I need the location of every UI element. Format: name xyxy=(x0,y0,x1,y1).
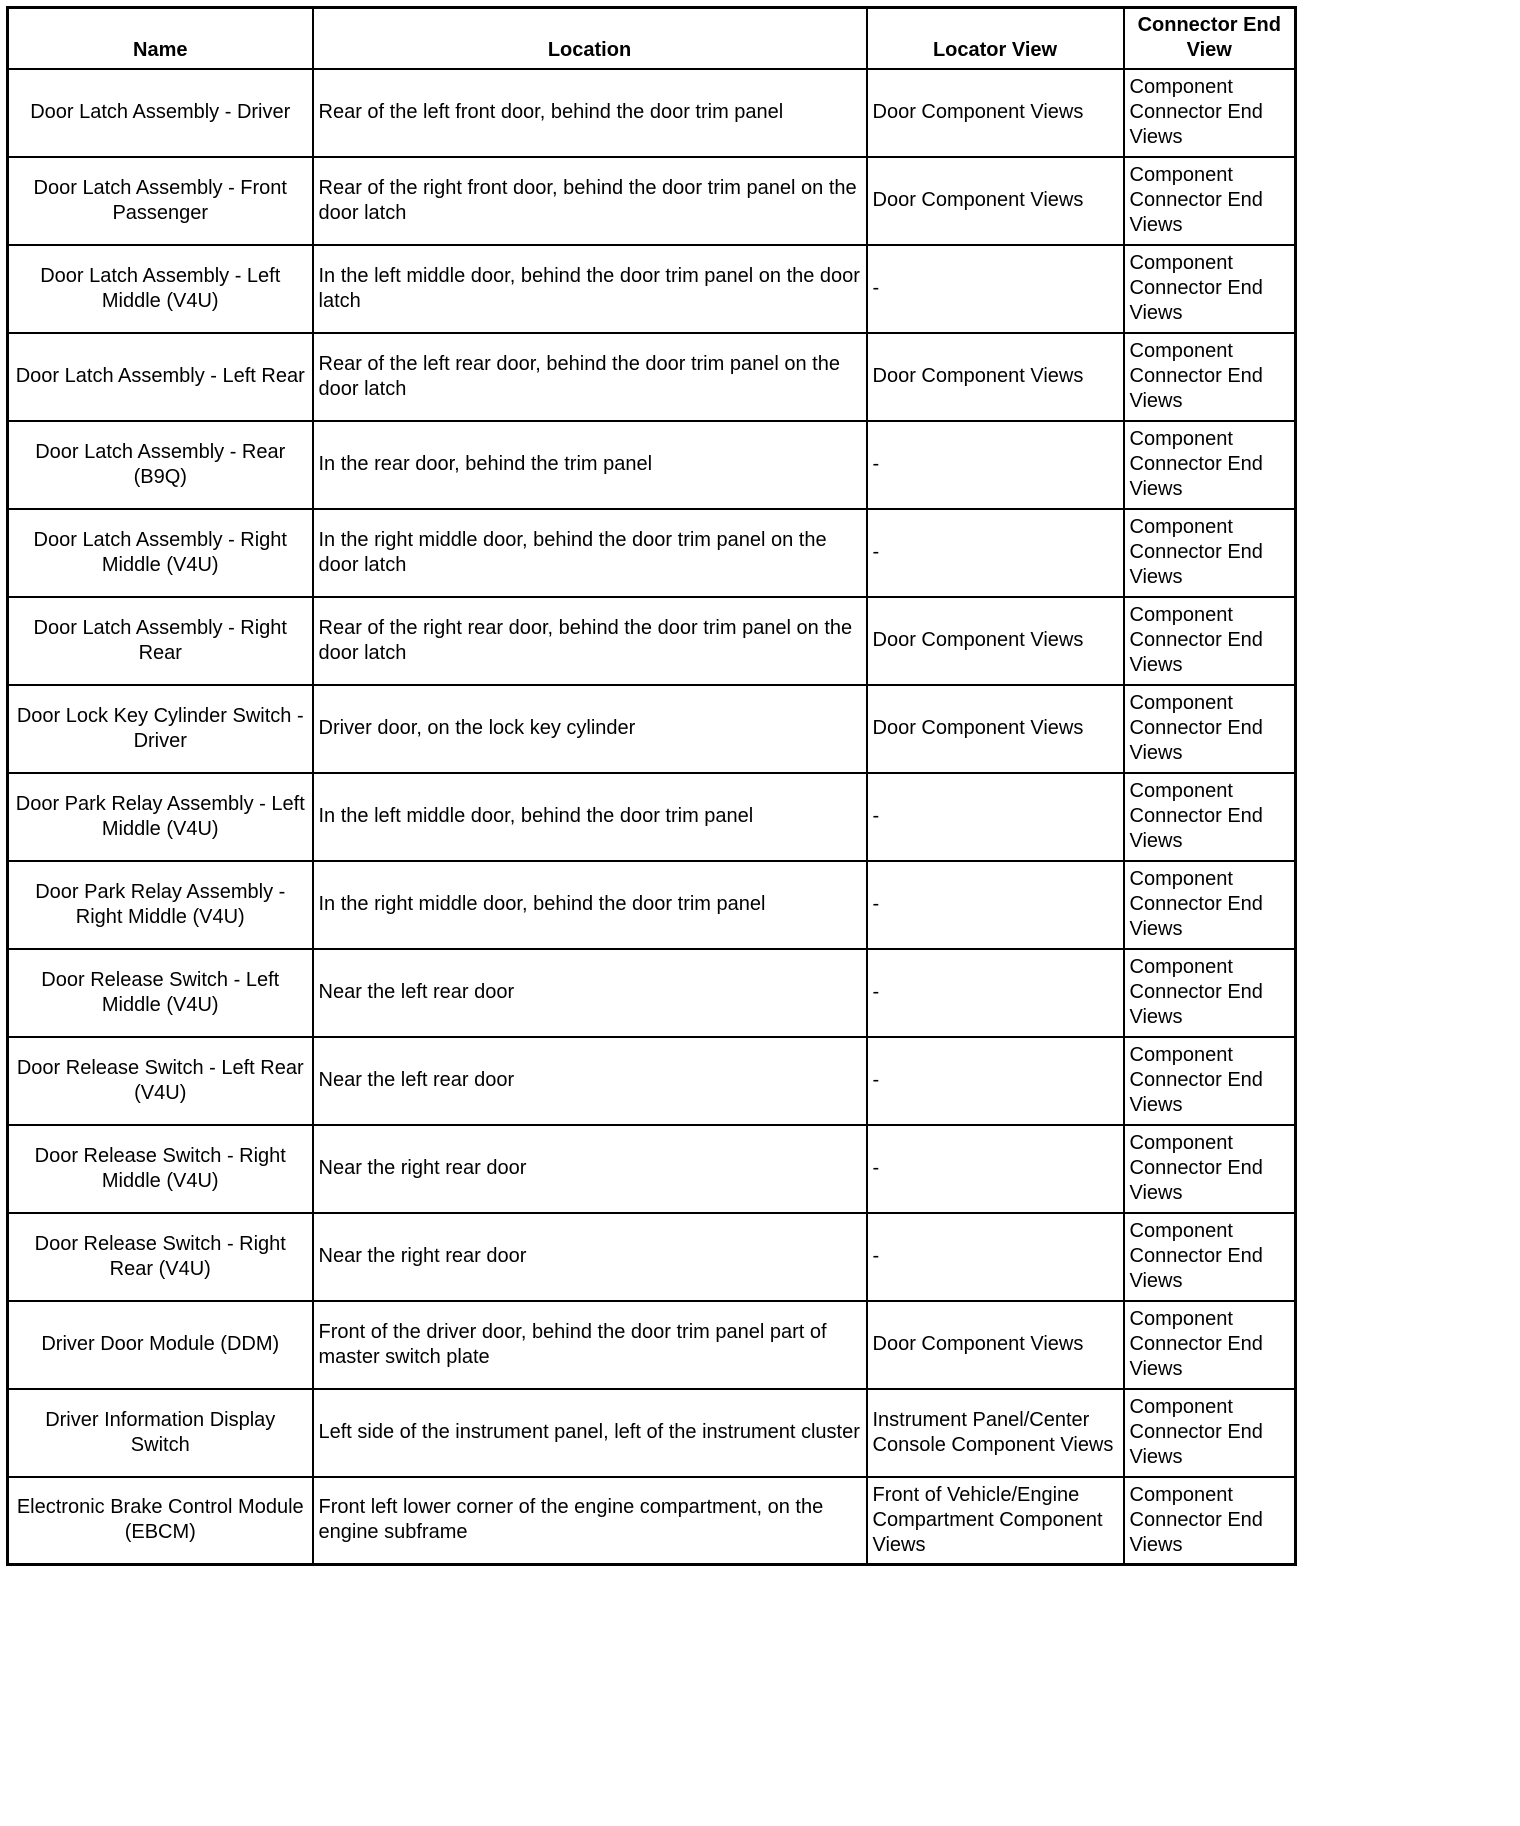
cell-location: Near the right rear door xyxy=(313,1125,867,1213)
cell-name: Door Release Switch - Right Middle (V4U) xyxy=(8,1125,313,1213)
cell-connector-end-view: Component Connector End Views xyxy=(1124,1213,1296,1301)
table-row xyxy=(8,1477,1296,1565)
table-row xyxy=(8,421,1296,509)
header-connector-end-view: Connector End View xyxy=(1124,8,1296,69)
cell-location: Rear of the left front door, behind the door trim panel xyxy=(313,69,867,157)
cell-location: In the rear door, behind the trim panel xyxy=(313,421,867,509)
cell-connector-end-view: Component Connector End Views xyxy=(1124,1389,1296,1477)
cell-location: Near the right rear door xyxy=(313,1213,867,1301)
cell-locator-view: Door Component Views xyxy=(867,597,1124,685)
table-row xyxy=(8,1213,1296,1301)
cell-location: In the right middle door, behind the door trim panel on the door latch xyxy=(313,509,867,597)
table-row xyxy=(8,509,1296,597)
cell-locator-view: - xyxy=(867,509,1124,597)
cell-location: Rear of the right front door, behind the door trim panel on the door latch xyxy=(313,157,867,245)
cell-locator-view: Front of Vehicle/Engine Compartment Component Views xyxy=(867,1477,1124,1565)
header-locator-view: Locator View xyxy=(867,8,1124,69)
cell-location: Rear of the left rear door, behind the door trim panel on the door latch xyxy=(313,333,867,421)
header-row xyxy=(8,8,1296,69)
table-row xyxy=(8,69,1296,157)
cell-location: Front of the driver door, behind the door trim panel part of master switch plate xyxy=(313,1301,867,1389)
cell-name: Driver Information Display Switch xyxy=(8,1389,313,1477)
cell-locator-view: - xyxy=(867,1213,1124,1301)
cell-connector-end-view: Component Connector End Views xyxy=(1124,685,1296,773)
header-name: Name xyxy=(8,8,313,69)
cell-locator-view: Door Component Views xyxy=(867,157,1124,245)
cell-location: In the left middle door, behind the door trim panel on the door latch xyxy=(313,245,867,333)
table-row xyxy=(8,157,1296,245)
cell-connector-end-view: Component Connector End Views xyxy=(1124,949,1296,1037)
cell-connector-end-view: Component Connector End Views xyxy=(1124,861,1296,949)
table-row xyxy=(8,1037,1296,1125)
cell-name: Door Latch Assembly - Front Passenger xyxy=(8,157,313,245)
cell-connector-end-view: Component Connector End Views xyxy=(1124,1301,1296,1389)
cell-location: Near the left rear door xyxy=(313,1037,867,1125)
cell-name: Door Latch Assembly - Right Rear xyxy=(8,597,313,685)
cell-connector-end-view: Component Connector End Views xyxy=(1124,773,1296,861)
cell-connector-end-view: Component Connector End Views xyxy=(1124,1125,1296,1213)
cell-locator-view: - xyxy=(867,1125,1124,1213)
cell-connector-end-view: Component Connector End Views xyxy=(1124,333,1296,421)
cell-connector-end-view: Component Connector End Views xyxy=(1124,1037,1296,1125)
cell-connector-end-view: Component Connector End Views xyxy=(1124,597,1296,685)
cell-name: Door Park Relay Assembly - Right Middle (V4U) xyxy=(8,861,313,949)
table-row xyxy=(8,773,1296,861)
cell-location: Driver door, on the lock key cylinder xyxy=(313,685,867,773)
cell-connector-end-view: Component Connector End Views xyxy=(1124,1477,1296,1565)
cell-name: Door Latch Assembly - Left Middle (V4U) xyxy=(8,245,313,333)
cell-location: In the left middle door, behind the door trim panel xyxy=(313,773,867,861)
cell-locator-view: Door Component Views xyxy=(867,69,1124,157)
table-row xyxy=(8,861,1296,949)
cell-locator-view: - xyxy=(867,245,1124,333)
table-header xyxy=(8,8,1296,69)
cell-name: Door Lock Key Cylinder Switch - Driver xyxy=(8,685,313,773)
cell-locator-view: - xyxy=(867,773,1124,861)
table-row xyxy=(8,949,1296,1037)
cell-location: Near the left rear door xyxy=(313,949,867,1037)
cell-connector-end-view: Component Connector End Views xyxy=(1124,157,1296,245)
cell-connector-end-view: Component Connector End Views xyxy=(1124,421,1296,509)
cell-name: Door Latch Assembly - Rear (B9Q) xyxy=(8,421,313,509)
cell-name: Door Release Switch - Right Rear (V4U) xyxy=(8,1213,313,1301)
cell-name: Door Latch Assembly - Right Middle (V4U) xyxy=(8,509,313,597)
table-row xyxy=(8,1389,1296,1477)
table-row xyxy=(8,1301,1296,1389)
table-row xyxy=(8,1125,1296,1213)
cell-location: In the right middle door, behind the door trim panel xyxy=(313,861,867,949)
cell-connector-end-view: Component Connector End Views xyxy=(1124,245,1296,333)
cell-locator-view: - xyxy=(867,421,1124,509)
cell-location: Left side of the instrument panel, left of the instrument cluster xyxy=(313,1389,867,1477)
cell-locator-view: - xyxy=(867,949,1124,1037)
cell-locator-view: - xyxy=(867,861,1124,949)
table-row xyxy=(8,245,1296,333)
component-locator-table xyxy=(6,6,1297,1566)
header-location: Location xyxy=(313,8,867,69)
cell-location: Rear of the right rear door, behind the door trim panel on the door latch xyxy=(313,597,867,685)
table-body xyxy=(8,69,1296,1565)
cell-locator-view: Door Component Views xyxy=(867,333,1124,421)
cell-connector-end-view: Component Connector End Views xyxy=(1124,69,1296,157)
cell-name: Door Release Switch - Left Middle (V4U) xyxy=(8,949,313,1037)
cell-name: Driver Door Module (DDM) xyxy=(8,1301,313,1389)
cell-name: Door Release Switch - Left Rear (V4U) xyxy=(8,1037,313,1125)
table-row xyxy=(8,685,1296,773)
cell-locator-view: Door Component Views xyxy=(867,685,1124,773)
cell-locator-view: Door Component Views xyxy=(867,1301,1124,1389)
cell-locator-view: - xyxy=(867,1037,1124,1125)
cell-name: Door Latch Assembly - Driver xyxy=(8,69,313,157)
table-row xyxy=(8,333,1296,421)
cell-name: Door Park Relay Assembly - Left Middle (V4U) xyxy=(8,773,313,861)
table-row xyxy=(8,597,1296,685)
cell-connector-end-view: Component Connector End Views xyxy=(1124,509,1296,597)
cell-locator-view: Instrument Panel/Center Console Component Views xyxy=(867,1389,1124,1477)
cell-name: Electronic Brake Control Module (EBCM) xyxy=(8,1477,313,1565)
cell-name: Door Latch Assembly - Left Rear xyxy=(8,333,313,421)
cell-location: Front left lower corner of the engine compartment, on the engine subframe xyxy=(313,1477,867,1565)
